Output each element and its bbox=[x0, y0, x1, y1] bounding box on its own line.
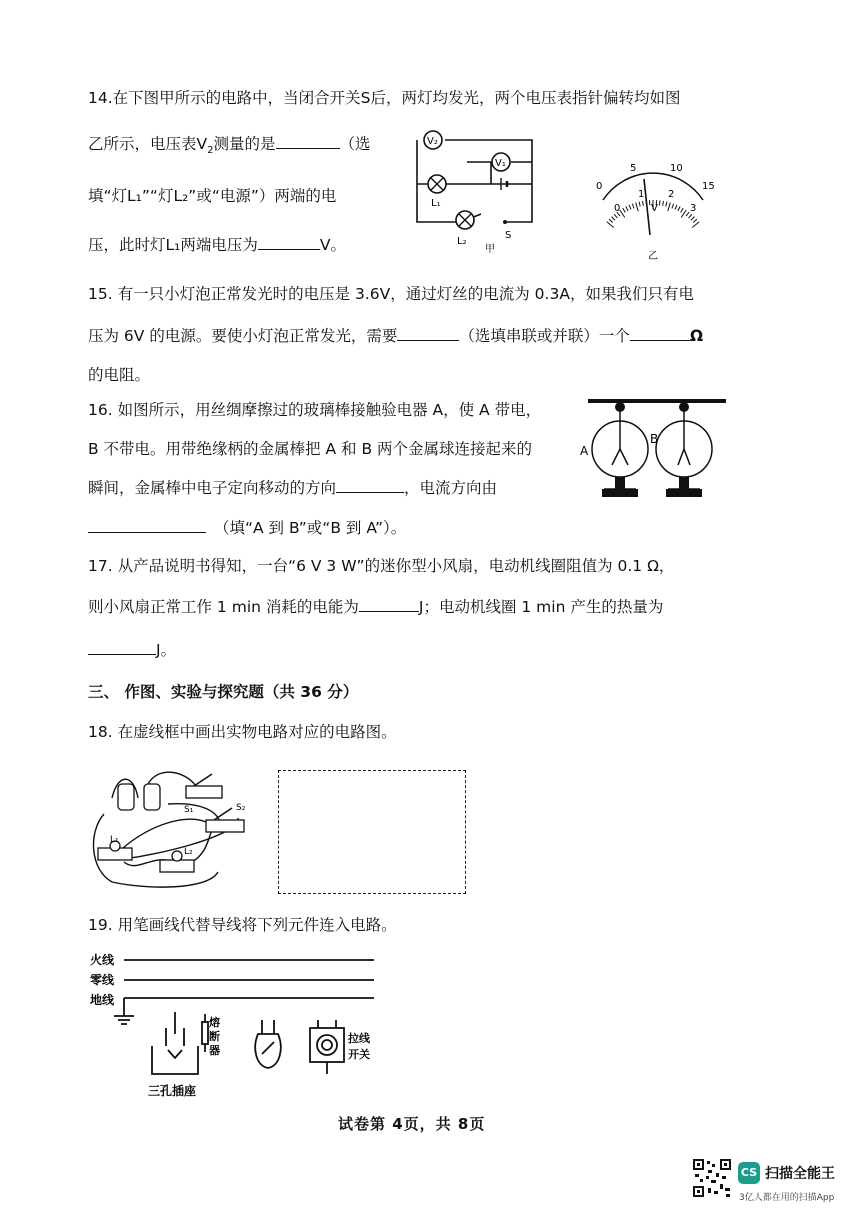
q19-switch-label-1: 拉线 bbox=[348, 1032, 370, 1045]
dial-tick bbox=[612, 217, 615, 221]
q15-line2-text-b: （选填串联或并联）一个 bbox=[459, 327, 630, 345]
q17-line2-text-b: J；电动机线圈 1 min 产生的热量为 bbox=[418, 598, 664, 616]
q19-three-pin-socket bbox=[152, 1046, 198, 1074]
qr-code-icon bbox=[692, 1158, 732, 1198]
q14-dial-top-5: 5 bbox=[630, 163, 637, 174]
section3-title: 三、 作图、实验与探究题（共 36 分） bbox=[88, 683, 359, 701]
q14-line2-text-b: 测量的是 bbox=[213, 135, 276, 153]
dial-tick bbox=[632, 204, 634, 209]
dial-tick bbox=[639, 202, 640, 207]
q16-line4-text: （填“A 到 B”或“B 到 A”）。 bbox=[214, 519, 407, 537]
q14-dial-bottom-2: 2 bbox=[668, 189, 675, 200]
q18-text: 18. 在虚线框中画出实物电路对应的电路图。 bbox=[88, 723, 397, 741]
dial-tick bbox=[642, 201, 643, 206]
q19-fuse-label-1: 熔 bbox=[209, 1016, 220, 1029]
q17-line1: 17. 从产品说明书得知，一台“6 V 3 W”的迷你型小风扇，电动机线圈阻值为 0.1 Ω， bbox=[88, 557, 675, 575]
q15-line2-text-a: 压为 6V 的电源。要使小灯泡正常发光，需要 bbox=[88, 327, 398, 345]
q19-household-circuit bbox=[88, 950, 388, 1100]
q14-line2-text-c: （选 bbox=[339, 135, 371, 153]
q16-electroscope-figure bbox=[580, 393, 730, 503]
q14-dial-bottom-0: 0 bbox=[614, 203, 621, 214]
q19-socket-label: 三孔插座 bbox=[148, 1084, 197, 1098]
q16-line3 bbox=[88, 478, 497, 498]
camscanner-subtitle: 3亿人都在用的扫描App bbox=[739, 1193, 835, 1203]
q18-answer-box[interactable] bbox=[278, 770, 466, 894]
q14-v1-label: V₁ bbox=[495, 158, 506, 169]
q17-answer-blank-2[interactable] bbox=[88, 640, 156, 655]
q15-line1: 15. 有一只小灯泡正常发光时的电压是 3.6V，通过灯丝的电流为 0.3A，如果我们只有电 bbox=[88, 285, 694, 303]
dial-tick bbox=[636, 203, 639, 212]
q14-dial-bottom-3: 3 bbox=[690, 203, 697, 214]
q19-switch-label-2: 开关 bbox=[348, 1048, 370, 1061]
q14-v2-subscript: 2 bbox=[207, 145, 214, 157]
dial-tick bbox=[675, 205, 677, 210]
dial-tick bbox=[626, 206, 628, 210]
dial-tick bbox=[614, 214, 617, 218]
q18-s1-label: S₁ bbox=[184, 805, 194, 815]
dial-tick bbox=[663, 201, 664, 206]
dial-tick bbox=[689, 214, 692, 218]
q14-answer-blank-2[interactable] bbox=[258, 235, 320, 250]
dial-tick bbox=[629, 205, 631, 210]
q14-line1: 14.在下图甲所示的电路中，当闭合开关S后，两灯均发光，两个电压表指针偏转均如图 bbox=[88, 89, 681, 107]
q14-line2-text-a: 乙所示，电压表V bbox=[88, 135, 208, 153]
q17-line2-text-a: 则小风扇正常工作 1 min 消耗的电能为 bbox=[88, 598, 359, 616]
q19-text: 19. 用笔画线代替导线将下列元件连入电路。 bbox=[88, 916, 397, 934]
q18-l2-label: L₂ bbox=[184, 847, 193, 857]
q14-dial-needle bbox=[644, 179, 650, 235]
q19-pull-switch bbox=[310, 1028, 344, 1062]
q14-dial-unit: V bbox=[651, 203, 658, 214]
q14-switch-label: S bbox=[505, 230, 512, 241]
q14-fig-jia-label: 甲 bbox=[485, 244, 495, 255]
q18-physical-circuit bbox=[88, 762, 258, 892]
page-number-footer: 试卷第 4页，共 8页 bbox=[338, 1115, 486, 1133]
q17-line3-text: J。 bbox=[156, 641, 177, 659]
q14-dial-arc bbox=[603, 173, 703, 200]
q19-neutral-wire-label: 零线 bbox=[90, 973, 115, 987]
q14-line4-text-b: V。 bbox=[319, 236, 346, 254]
q19-bulb bbox=[255, 1034, 281, 1068]
q16-line4 bbox=[88, 518, 406, 538]
q15-line3: 的电阻。 bbox=[88, 366, 151, 384]
camscanner-title: 扫描全能王 bbox=[765, 1166, 835, 1182]
q16-answer-blank-2[interactable] bbox=[88, 518, 206, 533]
q14-answer-blank-1[interactable] bbox=[276, 134, 340, 149]
q14-dial-top-15: 15 bbox=[702, 181, 715, 192]
q19-live-wire-label: 火线 bbox=[90, 953, 115, 967]
q19-fuse bbox=[202, 1022, 208, 1044]
q18-s2-label: S₂ bbox=[236, 803, 246, 813]
q14-fig-yi-label: 乙 bbox=[648, 251, 658, 262]
q14-dial-top-10: 10 bbox=[670, 163, 683, 174]
dial-tick bbox=[691, 217, 694, 221]
q15-answer-blank-1[interactable] bbox=[397, 326, 459, 341]
q14-line4 bbox=[88, 235, 346, 255]
q15-ohm-unit: Ω bbox=[689, 327, 704, 345]
q17-answer-blank-1[interactable] bbox=[359, 597, 419, 612]
dial-tick bbox=[668, 203, 671, 212]
q15-line2 bbox=[88, 326, 703, 346]
dial-tick bbox=[666, 202, 667, 207]
q16-answer-blank-1[interactable] bbox=[336, 478, 404, 493]
q14-l2-label: L₂ bbox=[457, 236, 467, 247]
q16-line2: B 不带电。用带绝缘柄的金属棒把 A 和 B 两个金属球连接起来的 bbox=[88, 440, 533, 458]
q16-label-b: B bbox=[650, 432, 659, 446]
dial-tick bbox=[672, 204, 674, 209]
dial-tick bbox=[686, 212, 689, 216]
q14-line2 bbox=[88, 134, 371, 161]
q19-fuse-label-2: 断 bbox=[209, 1030, 220, 1043]
dial-tick bbox=[692, 222, 699, 228]
q14-line4-text-a: 压，此时灯L₁两端电压为 bbox=[88, 236, 258, 254]
q16-line1: 16. 如图所示，用丝绸摩擦过的玻璃棒接触验电器 A，使 A 带电， bbox=[88, 401, 542, 419]
q18-l1-label: L₁ bbox=[110, 835, 119, 845]
dial-tick bbox=[659, 200, 660, 205]
q16-line3-text-a: 瞬间，金属棒中电子定向移动的方向 bbox=[88, 479, 337, 497]
q14-circuit-diagram bbox=[405, 122, 555, 257]
dial-tick bbox=[623, 208, 626, 212]
dial-tick bbox=[678, 206, 680, 210]
q17-line2 bbox=[88, 597, 663, 617]
q14-v2-label: V₂ bbox=[427, 136, 438, 147]
dial-tick bbox=[609, 219, 613, 222]
dial-tick bbox=[693, 219, 697, 222]
q15-answer-blank-2[interactable] bbox=[630, 326, 690, 341]
q14-line3: 填“灯L₁”“灯L₂”或“电源”）两端的电 bbox=[88, 187, 337, 205]
dial-tick bbox=[681, 208, 684, 212]
q17-line3 bbox=[88, 640, 176, 660]
q16-line3-text-b: ，电流方向由 bbox=[404, 479, 498, 497]
q14-dial-top-0: 0 bbox=[596, 181, 603, 192]
q19-ground-wire-label: 地线 bbox=[90, 993, 115, 1007]
q19-fuse-label-3: 器 bbox=[209, 1044, 220, 1057]
q14-l1-label: L₁ bbox=[431, 198, 441, 209]
camscanner-logo-icon: CS bbox=[738, 1162, 760, 1184]
dial-tick bbox=[607, 222, 614, 228]
q14-voltmeter-dial bbox=[588, 155, 718, 265]
q14-dial-bottom-1: 1 bbox=[638, 189, 645, 200]
q16-label-a: A bbox=[580, 444, 589, 458]
